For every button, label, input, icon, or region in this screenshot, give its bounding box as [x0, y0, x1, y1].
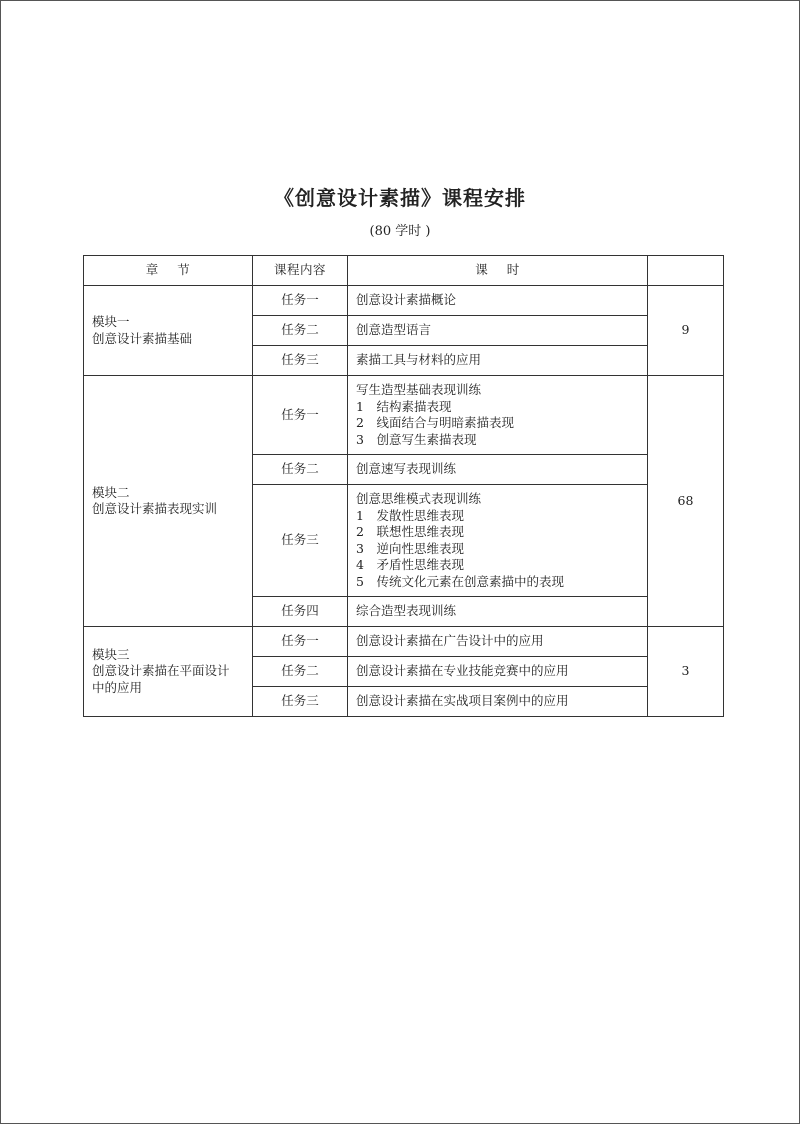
header-hours: 课 时 — [348, 256, 648, 286]
module-3-task-1-content: 创意设计素描在广告设计中的应用 — [348, 627, 648, 657]
module-2-task-3-content: 创意思维模式表现训练 1 发散性思维表现 2 联想性思维表现 3 逆向性思维表现 4 矛盾性思维表现 5 传统文化元素在创意素描中的表现 — [348, 485, 648, 597]
module-2-task-4: 任务四 — [253, 597, 348, 627]
module-2-task-3: 任务三 — [253, 485, 348, 597]
header-chapter: 章 节 — [84, 256, 253, 286]
table-row — [84, 376, 724, 455]
table-row — [84, 286, 724, 316]
module-2-task-1-content: 写生造型基础表现训练 1 结构素描表现 2 线面结合与明暗素描表现 3 创意写生素描表现 — [348, 376, 648, 455]
module-1-task-3-content: 素描工具与材料的应用 — [348, 346, 648, 376]
module-2-name: 模块二 创意设计素描表现实训 — [84, 376, 253, 627]
module-3-task-3-content: 创意设计素描在实战项目案例中的应用 — [348, 687, 648, 717]
module-2-task-1: 任务一 — [253, 376, 348, 455]
header-extra — [648, 256, 724, 286]
module-1-hours: 9 — [648, 286, 724, 376]
table-header-row — [84, 256, 724, 286]
module-1-name: 模块一 创意设计素描基础 — [84, 286, 253, 376]
module-3-task-2-content: 创意设计素描在专业技能竞赛中的应用 — [348, 657, 648, 687]
module-3-name: 模块三 创意设计素描在平面设计 中的应用 — [84, 627, 253, 717]
module-3-task-2: 任务二 — [253, 657, 348, 687]
module-2-hours: 68 — [648, 376, 724, 627]
module-3-hours: 3 — [648, 627, 724, 717]
module-1-task-1: 任务一 — [253, 286, 348, 316]
module-1-task-2-content: 创意造型语言 — [348, 316, 648, 346]
module-3-task-1: 任务一 — [253, 627, 348, 657]
module-1-task-3: 任务三 — [253, 346, 348, 376]
page-subtitle: (80 学时 ) — [369, 224, 431, 239]
page-title: 《创意设计素描》课程安排 — [274, 186, 526, 210]
table-row — [84, 627, 724, 657]
module-1-task-2: 任务二 — [253, 316, 348, 346]
module-2-task-4-content: 综合造型表现训练 — [348, 597, 648, 627]
module-2-task-2: 任务二 — [253, 455, 348, 485]
module-3-task-3: 任务三 — [253, 687, 348, 717]
course-schedule-table — [83, 255, 724, 717]
module-1-task-1-content: 创意设计素描概论 — [348, 286, 648, 316]
header-content: 课程内容 — [253, 256, 348, 286]
module-2-task-2-content: 创意速写表现训练 — [348, 455, 648, 485]
